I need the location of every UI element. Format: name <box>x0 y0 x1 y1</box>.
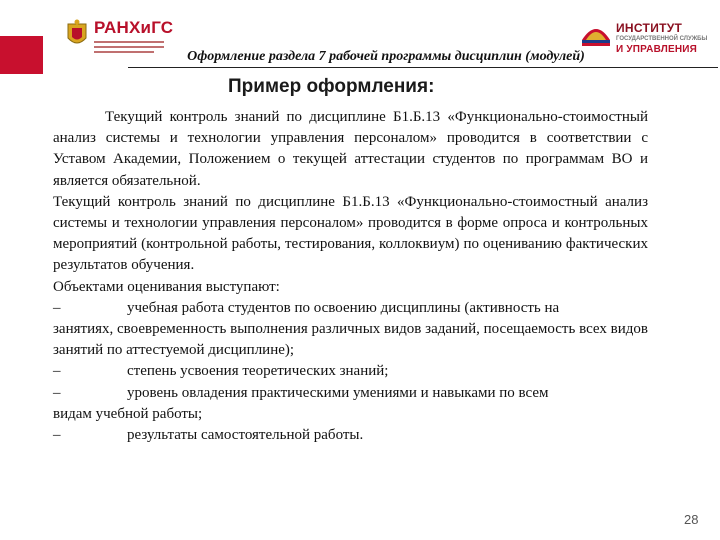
ranepa-logo <box>64 18 184 52</box>
list-dash: – <box>53 299 61 316</box>
list-item <box>53 425 648 446</box>
list-item <box>53 383 648 404</box>
list-item-text: результаты самостоятельной работы. <box>127 427 364 444</box>
logo-left-line <box>94 46 164 48</box>
list-dash: – <box>53 427 61 444</box>
list-dash: – <box>53 384 61 401</box>
list-item-text: учебная работа студентов по освоению дисциплины (активность на <box>127 299 560 316</box>
logo-right-subtitle-2: И УПРАВЛЕНИЯ <box>616 44 698 55</box>
logo-right-subtitle: ГОСУДАРСТВЕННОЙ СЛУЖБЫ <box>616 36 708 42</box>
list-item-continuation: видам учебной работы; <box>53 405 203 422</box>
list-item-text: уровень овладения практическими умениями и навыками по всем <box>127 384 549 401</box>
list-item-continuation: занятиях, своевременность выполнения различных видов заданий, посещаемость всех видов занятий по аттестуемой дисциплине); <box>53 321 648 359</box>
list-item <box>53 298 648 319</box>
paragraph: Объектами оценивания выступают: <box>53 278 280 295</box>
list-item <box>53 361 648 382</box>
page-title: Оформление раздела 7 рабочей программы дисциплин (модулей) <box>187 49 585 64</box>
logo-right-title: ИНСТИТУТ <box>616 21 683 35</box>
eagle-emblem-icon <box>64 18 90 50</box>
logo-left-line <box>94 41 164 43</box>
paragraph: Текущий контроль знаний по дисциплине Б1.Б.13 «Функционально-стоимостный анализ системы и технологии управления персоналом» проводится в форме опроса и контрольных мероприятий (контрольной работы, тестирования, коллоквиум) по оцениванию фактических результатов обучения. <box>53 193 648 274</box>
building-dome-icon <box>578 20 614 50</box>
page-number: 28 <box>684 512 699 527</box>
section-heading: Пример оформления: <box>228 76 435 97</box>
list-dash: – <box>53 363 61 380</box>
paragraph: Текущий контроль знаний по дисциплине Б1.Б.13 «Функционально-стоимостный анализ системы и технологии управления персоналом» проводится в соответствии с Уставом Академии, Положением о текущей аттестации студентов по программам ВО и является обязательной. <box>53 109 648 189</box>
header-divider <box>128 67 718 68</box>
logo-left-name: РАНХиГС <box>94 18 174 37</box>
list-item-text: степень усвоения теоретических знаний; <box>127 363 389 380</box>
document-body <box>53 107 648 446</box>
red-accent-bar <box>0 36 43 74</box>
